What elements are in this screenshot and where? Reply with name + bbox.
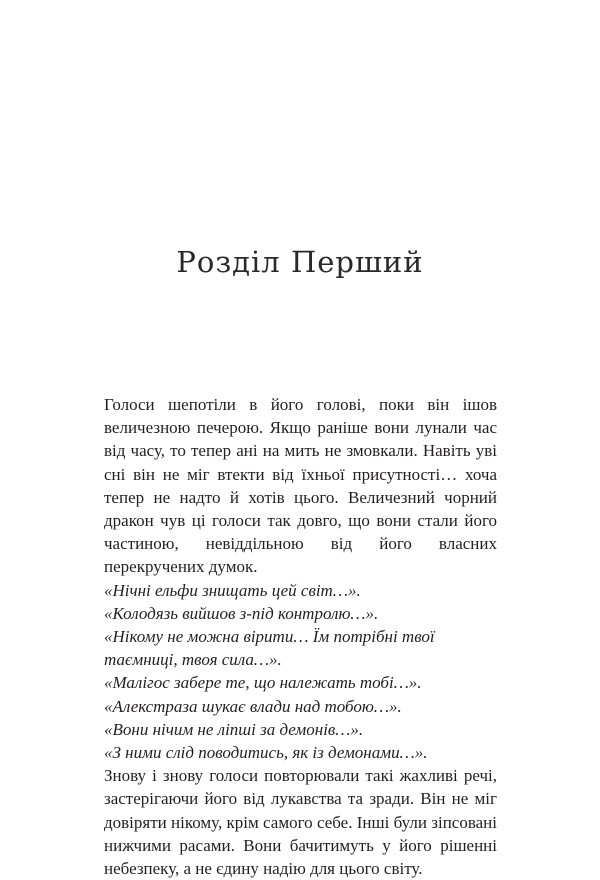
quote-line: «Нічні ельфи знищать цей світ…». — [104, 580, 361, 600]
opening-paragraph: Голоси шепотіли в його голові, поки він ішов величезною печерою. Якщо раніше вони лунали час від часу, то тепер ані на мить не змовкали. Навіть уві сні він не міг втекти від їхньої присутності… хоча тепер не надто й хотів цього. Величезний чорний дракон чув ці голоси так довго, що вони стали його частиною, невіддільною від його власних перекручених думок. — [104, 395, 497, 577]
quote-line: «Нікому не можна вірити… Їм потрібні твої таємниці, твоя сила…». — [104, 627, 435, 670]
quote-line: «З ними слід поводитись, як із демонами…». — [104, 743, 428, 763]
quote-line: «Алекстраза шукає влади над тобою…». — [104, 696, 402, 716]
quote-line: «Колодязь вийшов з-під контролю…». — [104, 603, 379, 623]
chapter-body — [104, 393, 497, 880]
quote-line: «Малігос забере те, що належать тобі…». — [104, 673, 422, 693]
chapter-title: Розділ Перший — [176, 245, 424, 280]
quote-line: «Вони нічим не ліпші за демонів…». — [104, 719, 364, 739]
closing-paragraph: Знову і знову голоси повторювали такі жахливі речі, застерігаючи його від лукавства та зради. Він не міг довіряти нікому, крім самого себе. Інші були зіпсовані нижчими расами. Вони бачитимуть у його рішенні небезпеку, а не єдину надію для цього світу. — [104, 766, 497, 879]
